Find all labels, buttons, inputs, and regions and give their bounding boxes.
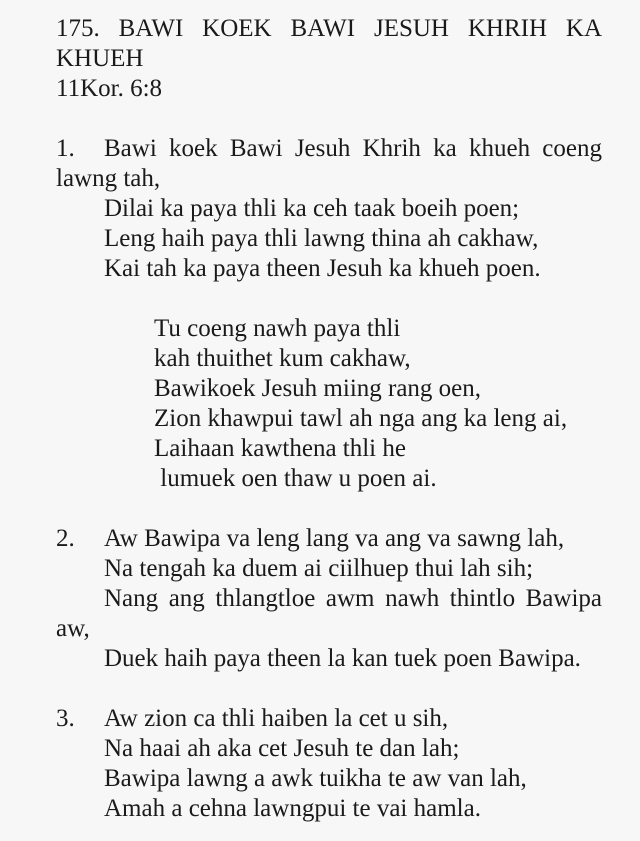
chorus-line-2: kah thuithet kum cakhaw,	[154, 345, 411, 372]
verse-1-line-2: Dilai ka paya thli ka ceh taak boeih poen;	[104, 195, 520, 222]
hymn-title: 175. BAWI KOEK BAWI JESUH KHRIH KA	[56, 15, 602, 42]
verse-3-number: 3.	[56, 705, 75, 732]
chorus-line-3: Bawikoek Jesuh miing rang oen,	[154, 375, 482, 402]
verse-2-line-3: Nang ang thlangtloe awm nawh thintlo Bawipa	[104, 585, 602, 612]
verse-2-number: 2.	[56, 525, 75, 552]
scripture-reference: 11Kor. 6:8	[56, 75, 163, 102]
verse-2-line-1: Aw Bawipa va leng lang va ang va sawng lah,	[104, 525, 565, 552]
verse-2-line-3-wrap: aw,	[56, 615, 90, 642]
chorus-line-1: Tu coeng nawh paya thli	[154, 315, 401, 342]
verse-1-number: 1.	[56, 135, 75, 162]
chorus-line-5: Laihaan kawthena thli he	[154, 435, 406, 462]
verse-3-line-3: Bawipa lawng a awk tuikha te aw van lah,	[104, 765, 527, 792]
verse-2-line-2: Na tengah ka duem ai ciilhuep thui lah sih;	[104, 555, 534, 582]
verse-1-line-4: Kai tah ka paya theen Jesuh ka khueh poen.	[104, 255, 541, 282]
chorus-line-4: Zion khawpui tawl ah nga ang ka leng ai,	[154, 405, 568, 432]
verse-3-line-4: Amah a cehna lawngpui te vai hamla.	[104, 795, 481, 822]
verse-2-line-4: Duek haih paya theen la kan tuek poen Bawipa.	[104, 645, 581, 672]
chorus-line-6: lumuek oen thaw u poen ai.	[154, 465, 437, 492]
verse-1-line-1: Bawi koek Bawi Jesuh Khrih ka khueh coeng	[104, 135, 602, 162]
hymn-title-wrap: KHUEH	[56, 45, 144, 72]
verse-1-line-3: Leng haih paya thli lawng thina ah cakhaw,	[104, 225, 539, 252]
verse-3-line-2: Na haai ah aka cet Jesuh te dan lah;	[104, 735, 460, 762]
verse-1-line-1-wrap: lawng tah,	[56, 165, 161, 192]
verse-3-line-1: Aw zion ca thli haiben la cet u sih,	[104, 705, 449, 732]
